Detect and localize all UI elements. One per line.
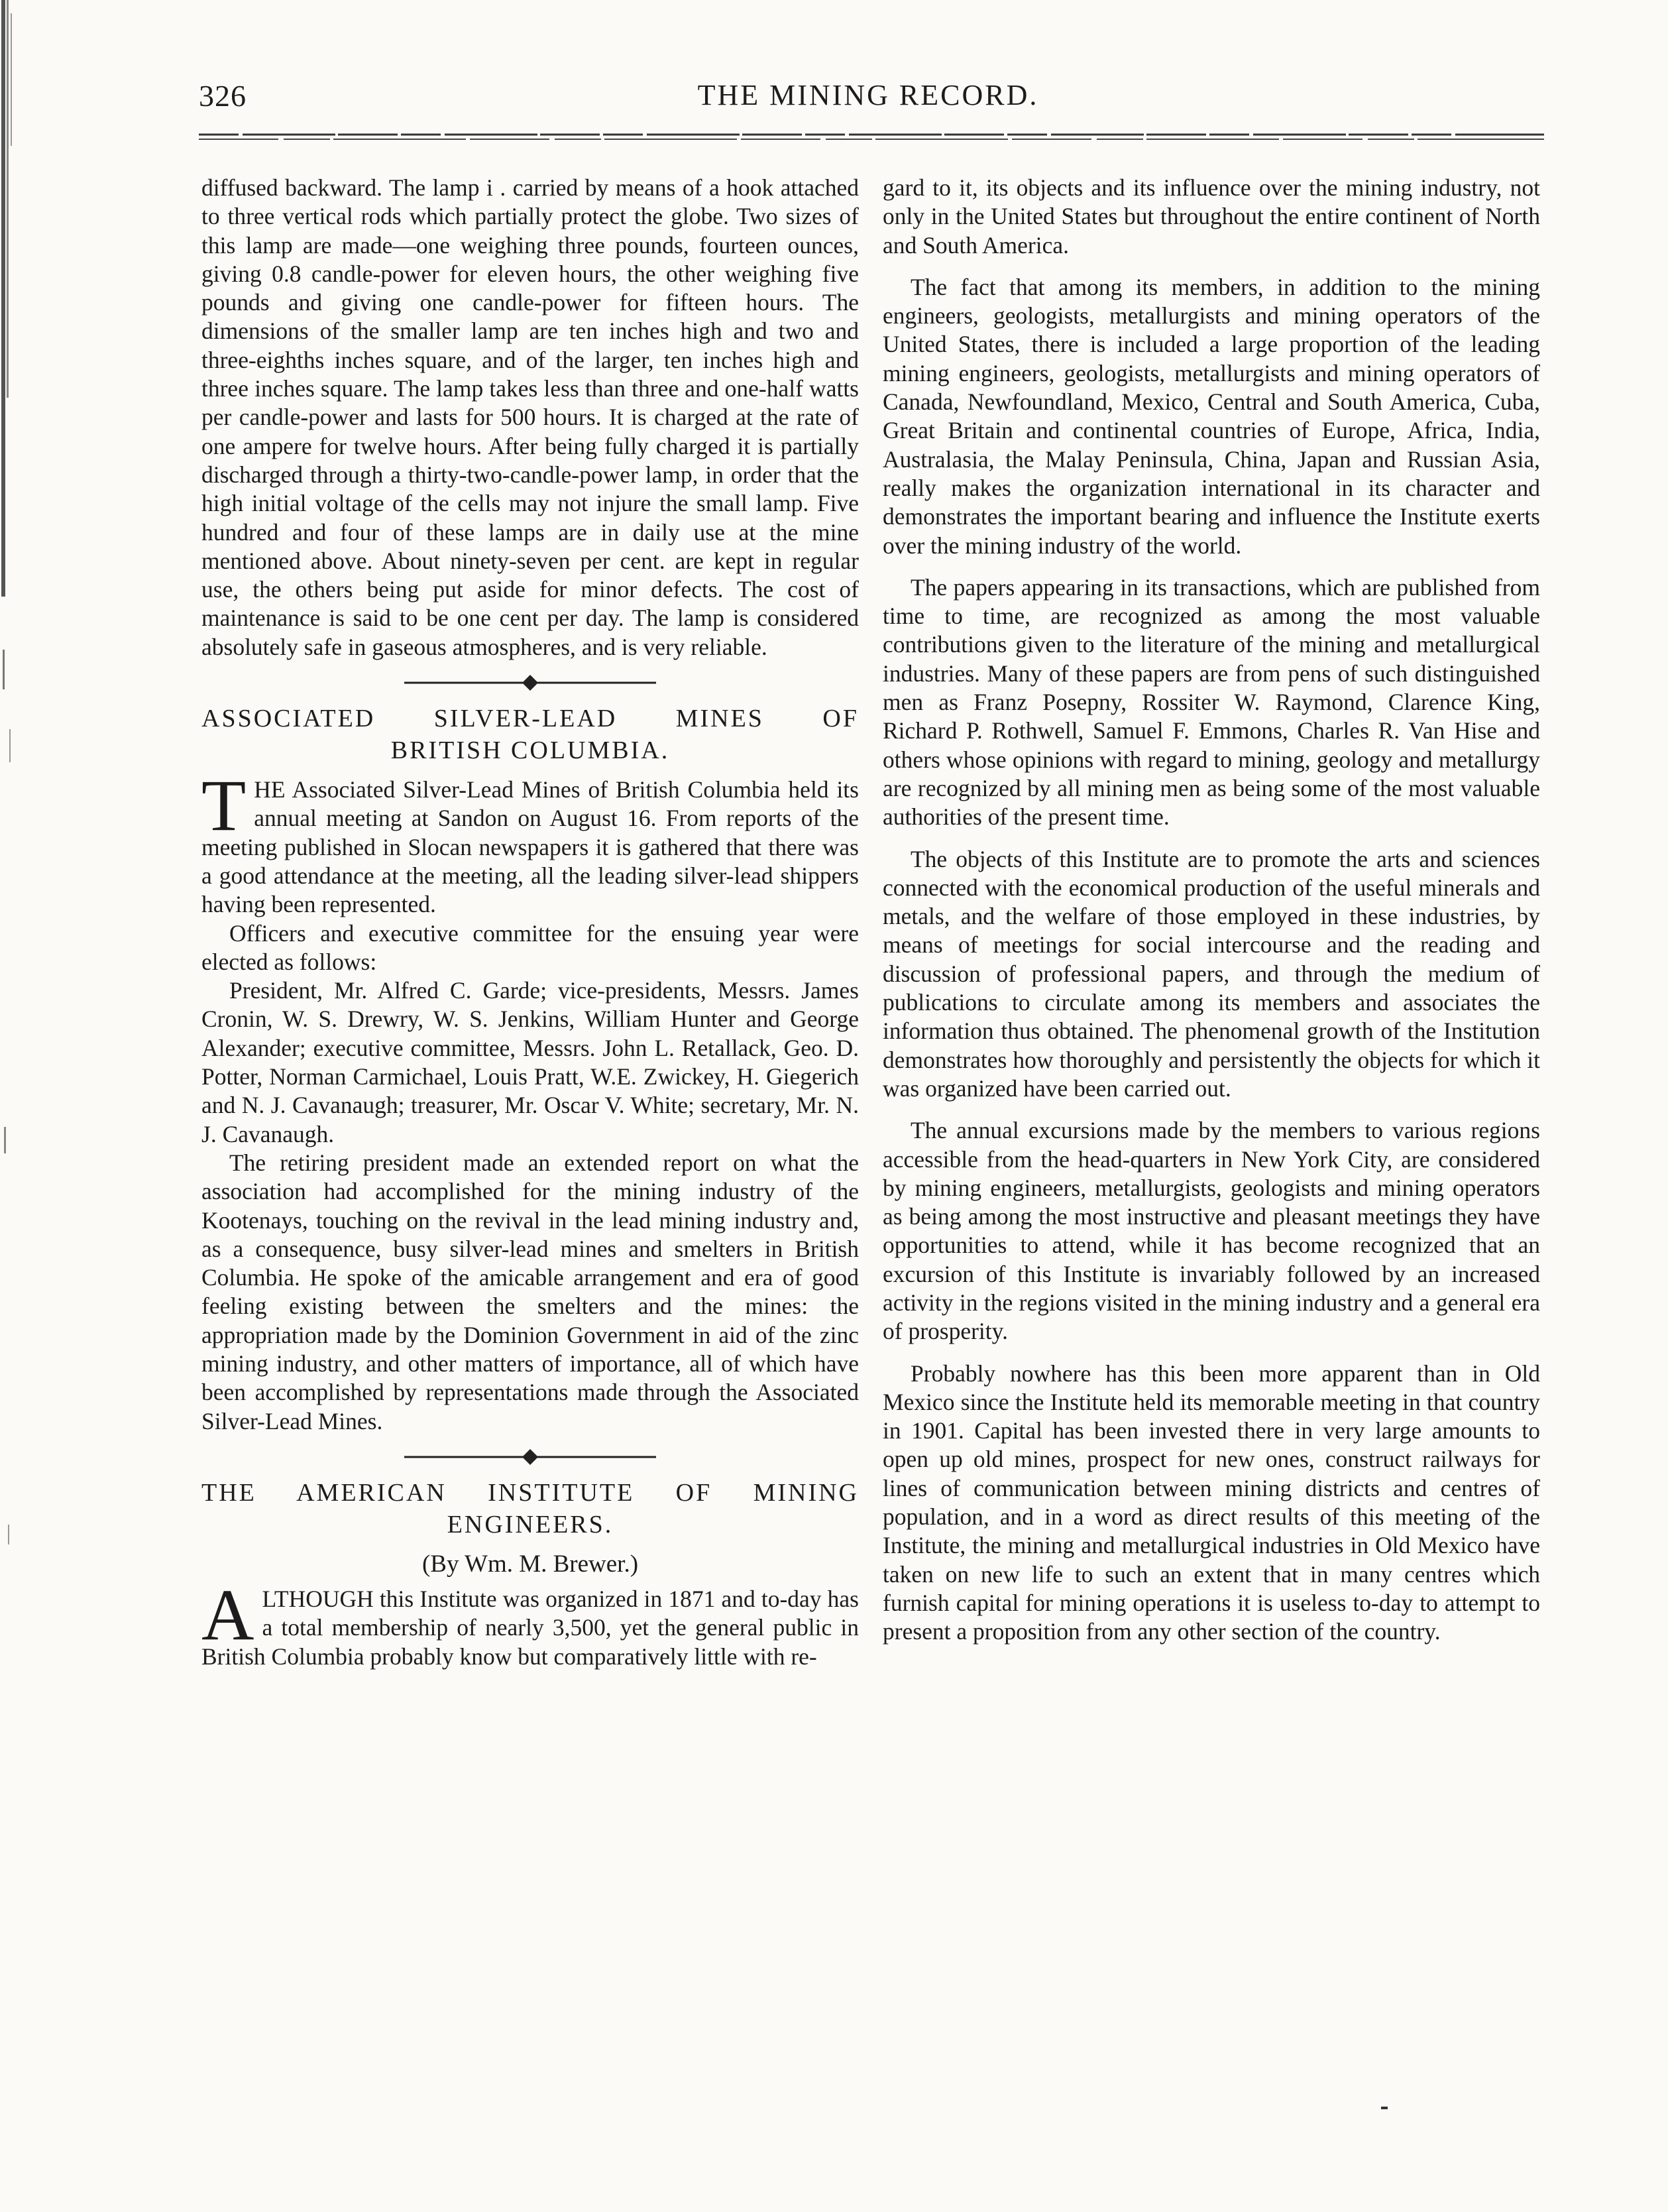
left-column [201,174,859,1671]
section-title-line: THE AMERICAN INSTITUTE OF MINING [201,1478,859,1507]
section-title-line: ASSOCIATED SILVER-LEAD MINES OF [201,705,859,733]
byline: (By Wm. M. Brewer.) [421,1550,639,1578]
paragraph-text: LTHOUGH this Institute was organized in 1871 and to-day has a total membership of nearly 3,500, yet the general public in British Columbia probably know but comparatively little with re- [201,1586,859,1670]
drop-cap: A [201,1574,254,1656]
paragraph: President, Mr. Alfred C. Garde; vice-presidents, Messrs. James Cronin, W. S. Drewry, W. S. Jenkins, William Hunter and George Alexander; executive committee, Messrs. John L. Retallack, Geo. D. Potter, Norman Carmichael, Louis Pratt, W.E. Zwickey, H. Giegerich and N. J. Cavanaugh; treasurer, Mr. Oscar V. White; secretary, Mr. N. J. Cavanaugh. [201,977,859,1147]
paragraph-text: HE Associated Silver-Lead Mines of British Columbia held its annual meeting at Sandon on August 16. From reports of the meeting published in Slocan newspapers it is gathered that there was a good attendance at the meeting, all the leading silver-lead shippers having been represented. [201,776,859,918]
right-column [883,174,1540,1647]
section-separator [391,1444,669,1470]
section-title-line: ENGINEERS. [447,1510,614,1539]
paragraph [201,1574,859,1671]
section-separator [391,669,669,696]
section-title-american-institute [201,1477,859,1541]
running-title: THE MINING RECORD. [697,79,1039,111]
page-number: 326 [199,79,247,113]
paragraph: The papers appearing in its transactions, which are published from time to time, are recognized as among the most valuable contributions given to the literature of the mining and metallurgical industries. Many of these papers are from pens of such distinguished men as Franz Posepny, Rossiter W. Raymond, Clarence King, Richard P. Rothwell, Samuel F. Emmons, Charles R. Van Hise and others whose opinions with regard to mining, geology and metallurgy are recognized by all mining men as being some of the most valuable authorities of the present time. [883,573,1540,831]
scan-mark [1381,2107,1388,2109]
paragraph: The fact that among its members, in addition to the mining engineers, geologists, metallurgists and mining operators of the United States, there is included a large proportion of the leading mining engineers, geologists, metallurgists and mining operators of Canada, Newfoundland, Mexico, Central and South America, Cuba, Great Britain and continental countries of Europe, Africa, India, Australasia, the Malay Peninsula, China, Japan and Russian Asia, really makes the organization international in its character and demonstrates the important bearing and influence the Institute exerts over the mining industry of the world. [883,273,1540,559]
scan-edge-marks [0,0,27,2212]
paragraph: The retiring president made an extended report on what the association had accomplished for the mining industry of the Kootenays, touching on the revival in the lead mining industry and, as a consequence, busy silver-lead mines and smelters in British Columbia. He spoke of the amicable arrangement and era of good feeling existing between the smelters and the mines: the appropriation made by the Dominion Government in aid of the zinc mining industry, and other matters of importance, all of which have been accomplished by representations made through the Associated Silver-Lead Mines. [201,1149,859,1434]
paragraph: The objects of this Institute are to promote the arts and sciences connected with the economical production of the useful minerals and metals, and the welfare of those employed in these industries, by means of meetings for social intercourse and the reading and discussion of professional papers, and through the medium of publications to circulate among its members and associates the information thus obtained. The phenomenal growth of the Institution demonstrates how thoroughly and persistently the objects for which it was organized have been carried out. [883,845,1540,1102]
paragraph: The annual excursions made by the members to various regions accessible from the head-quarters in New York City, are considered by mining engineers, metallurgists, geologists and mining operators as being among the most instructive and pleasant meetings they have opportunities to attend, while it has become recognized that an excursion of this Institute is invariably followed by an increased activity in the regions visited in the mining industry and a general era of prosperity. [883,1117,1540,1345]
paragraph: Probably nowhere has this been more apparent than in Old Mexico since the Institute held its memorable meeting in that country in 1901. Capital has been invested there in very large amounts to open up old mines, prospect for new ones, construct railways for lines of communication between mining districts and centres of population, and in a word as direct results of this meeting of the Institute, the mining and metallurgical industries in Old Mexico have taken on new life to such an extent that in many centres which furnish capital for mining operations it is useless to-day to attempt to present a proposition from any other section of the country. [883,1360,1540,1645]
paragraph: diffused backward. The lamp i . carried by means of a hook attached to three vertical rods which partially protect the globe. Two sizes of this lamp are made—one weighing three pounds, fourteen ounces, giving 0.8 candle-power for eleven hours, the other weighing five pounds and giving one candle-power for fifteen hours. The dimensions of the smaller lamp are ten inches high and two and three-eighths inches square, and of the larger, ten inches high and three inches square. The lamp takes less than three and one-half watts per candle-power and lasts for 500 hours. It is charged at the rate of one ampere for twelve hours. After being fully charged it is partially discharged through a thirty-two-candle-power lamp, in order that the high initial voltage of the cells may not injure the small lamp. Five hundred and four of these lamps are in daily use at the mine mentioned above. About ninety-seven per cent. are kept in regular use, the others being put aside for minor defects. The cost of maintenance is said to be one cent per day. The lamp is considered absolutely safe in gaseous atmospheres, and is very reliable. [201,174,859,660]
section-title-line: BRITISH COLUMBIA. [390,736,670,765]
paragraph: gard to it, its objects and its influence over the mining industry, not only in the United States but throughout the entire continent of North and South America. [883,174,1540,259]
paragraph [201,765,859,919]
drop-cap: T [201,765,247,846]
page-header [199,78,1537,125]
header-rule [199,133,1544,142]
paragraph: Officers and executive committee for the ensuing year were elected as follows: [201,919,859,975]
section-title-associated-silver-lead [201,703,859,766]
